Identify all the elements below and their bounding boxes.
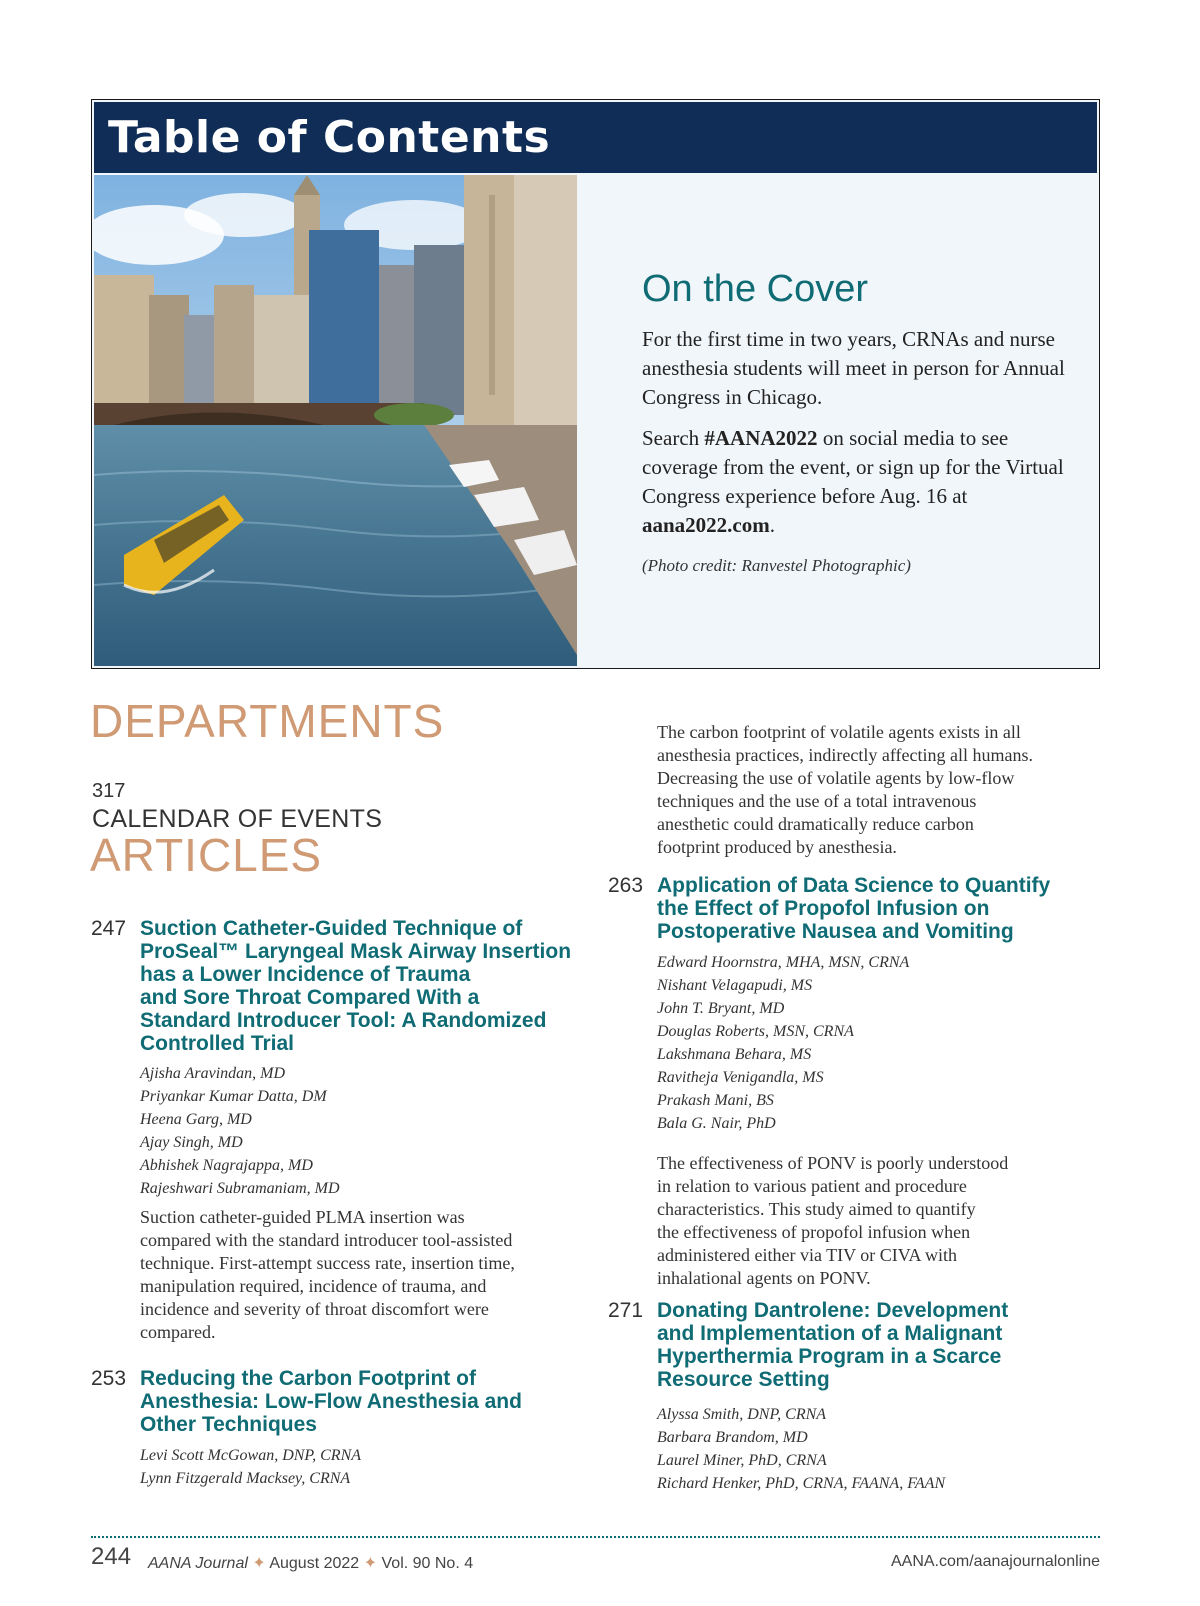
article-summary: Suction catheter-guided PLMA insertion was compared with the standard introducer tool-assisted technique. First-attempt success rate, insertion time, manipulation required, incidence of trauma, and incidence and severity of throat discomfort were compared. bbox=[140, 1207, 515, 1342]
journal-url-link[interactable]: AANA.com/aanajournalonline bbox=[890, 1553, 1100, 1570]
hashtag: #AANA2022 bbox=[704, 426, 818, 450]
author: Heena Garg, MD bbox=[140, 1111, 252, 1128]
congress-link[interactable]: aana2022.com bbox=[642, 513, 770, 537]
photo-credit: (Photo credit: Ranvestel Photographic) bbox=[642, 556, 911, 575]
article-title[interactable]: Application of Data Science to Quantify the Effect of Propofol Infusion on Postoperative Nausea and Vomiting bbox=[657, 874, 1051, 943]
author: Douglas Roberts, MSN, CRNA bbox=[657, 1023, 854, 1040]
journal-name: AANA Journal bbox=[148, 1555, 248, 1572]
article-title[interactable]: Donating Dantrolene: Development and Implementation of a Malignant Hyperthermia Program in a Scarce Resource Setting bbox=[657, 1299, 1009, 1391]
article-page-number: 271 bbox=[608, 1299, 644, 1322]
article-page-number: 247 bbox=[91, 917, 127, 940]
footer-divider bbox=[91, 1536, 1100, 1538]
cover-box bbox=[91, 99, 1100, 669]
article-page-number: 263 bbox=[608, 874, 644, 897]
author: Levi Scott McGowan, DNP, CRNA bbox=[140, 1447, 362, 1464]
issue-date: August 2022 bbox=[269, 1555, 360, 1572]
author: Edward Hoornstra, MHA, MSN, CRNA bbox=[657, 954, 910, 971]
departments-heading: DEPARTMENTS bbox=[90, 695, 445, 747]
author: Rajeshwari Subramaniam, MD bbox=[140, 1180, 340, 1197]
author: John T. Bryant, MD bbox=[657, 1000, 785, 1017]
article-title[interactable]: Suction Catheter-Guided Technique of ProSeal™ Laryngeal Mask Airway Insertion has a Lower Incidence of Trauma and Sore Throat Compared With a Standard Introducer Tool: A Randomized Controlled Trial bbox=[140, 917, 572, 1055]
issue-volume: Vol. 90 No. 4 bbox=[381, 1555, 474, 1572]
author: Prakash Mani, BS bbox=[657, 1092, 774, 1109]
author: Barbara Brandom, MD bbox=[657, 1429, 808, 1446]
cover-paragraph-1: For the first time in two years, CRNAs and nurse anesthesia students will meet in person for Annual Congress in Chicago. bbox=[642, 327, 1065, 409]
author: Priyankar Kumar Datta, DM bbox=[140, 1088, 327, 1105]
footer-journal-info bbox=[148, 1553, 473, 1573]
articles-heading: ARTICLES bbox=[90, 829, 323, 881]
author-list bbox=[140, 1062, 340, 1200]
article-title[interactable]: Reducing the Carbon Footprint of Anesthesia: Low-Flow Anesthesia and Other Techniques bbox=[140, 1367, 522, 1436]
cover-photo-chicago-river bbox=[94, 175, 577, 666]
page-title: Table of Contents bbox=[108, 112, 551, 163]
cover-paragraph-2: Search #AANA2022 on social media to see coverage from the event, or sign up for the Virtual Congress experience before Aug. 16 at aana2022.com. bbox=[642, 426, 1064, 537]
author: Ajay Singh, MD bbox=[140, 1134, 243, 1151]
article-summary: The effectiveness of PONV is poorly understood in relation to various patient and procedure characteristics. This study aimed to quantify the effectiveness of propofol infusion when administered either via TIV or CIVA with inhalational agents on PONV. bbox=[657, 1153, 1009, 1288]
author: Ajisha Aravindan, MD bbox=[140, 1065, 286, 1082]
author: Lynn Fitzgerald Macksey, CRNA bbox=[140, 1470, 351, 1487]
department-page-number: 317 bbox=[92, 780, 126, 802]
diamond-separator-icon: ✦ bbox=[252, 1555, 266, 1572]
department-title[interactable]: CALENDAR OF EVENTS bbox=[92, 805, 383, 833]
author: Alyssa Smith, DNP, CRNA bbox=[657, 1406, 827, 1423]
article-summary: The carbon footprint of volatile agents exists in all anesthesia practices, indirectly affecting all humans. Decreasing the use of volatile agents by low-flow techniques and the use of a total intravenous anesthetic could dramatically reduce carbon footprint produced by anesthesia. bbox=[657, 722, 1034, 857]
cover-description bbox=[642, 268, 1072, 576]
author: Laurel Miner, PhD, CRNA bbox=[657, 1452, 827, 1469]
author-list bbox=[657, 1403, 945, 1495]
author: Nishant Velagapudi, MS bbox=[657, 977, 813, 994]
author: Bala G. Nair, PhD bbox=[657, 1115, 776, 1132]
diamond-separator-icon: ✦ bbox=[363, 1555, 378, 1572]
footer-page-number: 244 bbox=[91, 1543, 132, 1570]
cover-heading: On the Cover bbox=[642, 268, 868, 310]
article-page-number: 253 bbox=[91, 1367, 127, 1390]
author: Lakshmana Behara, MS bbox=[657, 1046, 812, 1063]
author: Ravitheja Venigandla, MS bbox=[657, 1069, 824, 1086]
author-list bbox=[140, 1444, 361, 1490]
author-list bbox=[657, 951, 909, 1135]
toc-header-bar bbox=[94, 102, 1097, 173]
author: Richard Henker, PhD, CRNA, FAANA, FAAN bbox=[657, 1475, 946, 1492]
author: Abhishek Nagrajappa, MD bbox=[140, 1157, 313, 1174]
